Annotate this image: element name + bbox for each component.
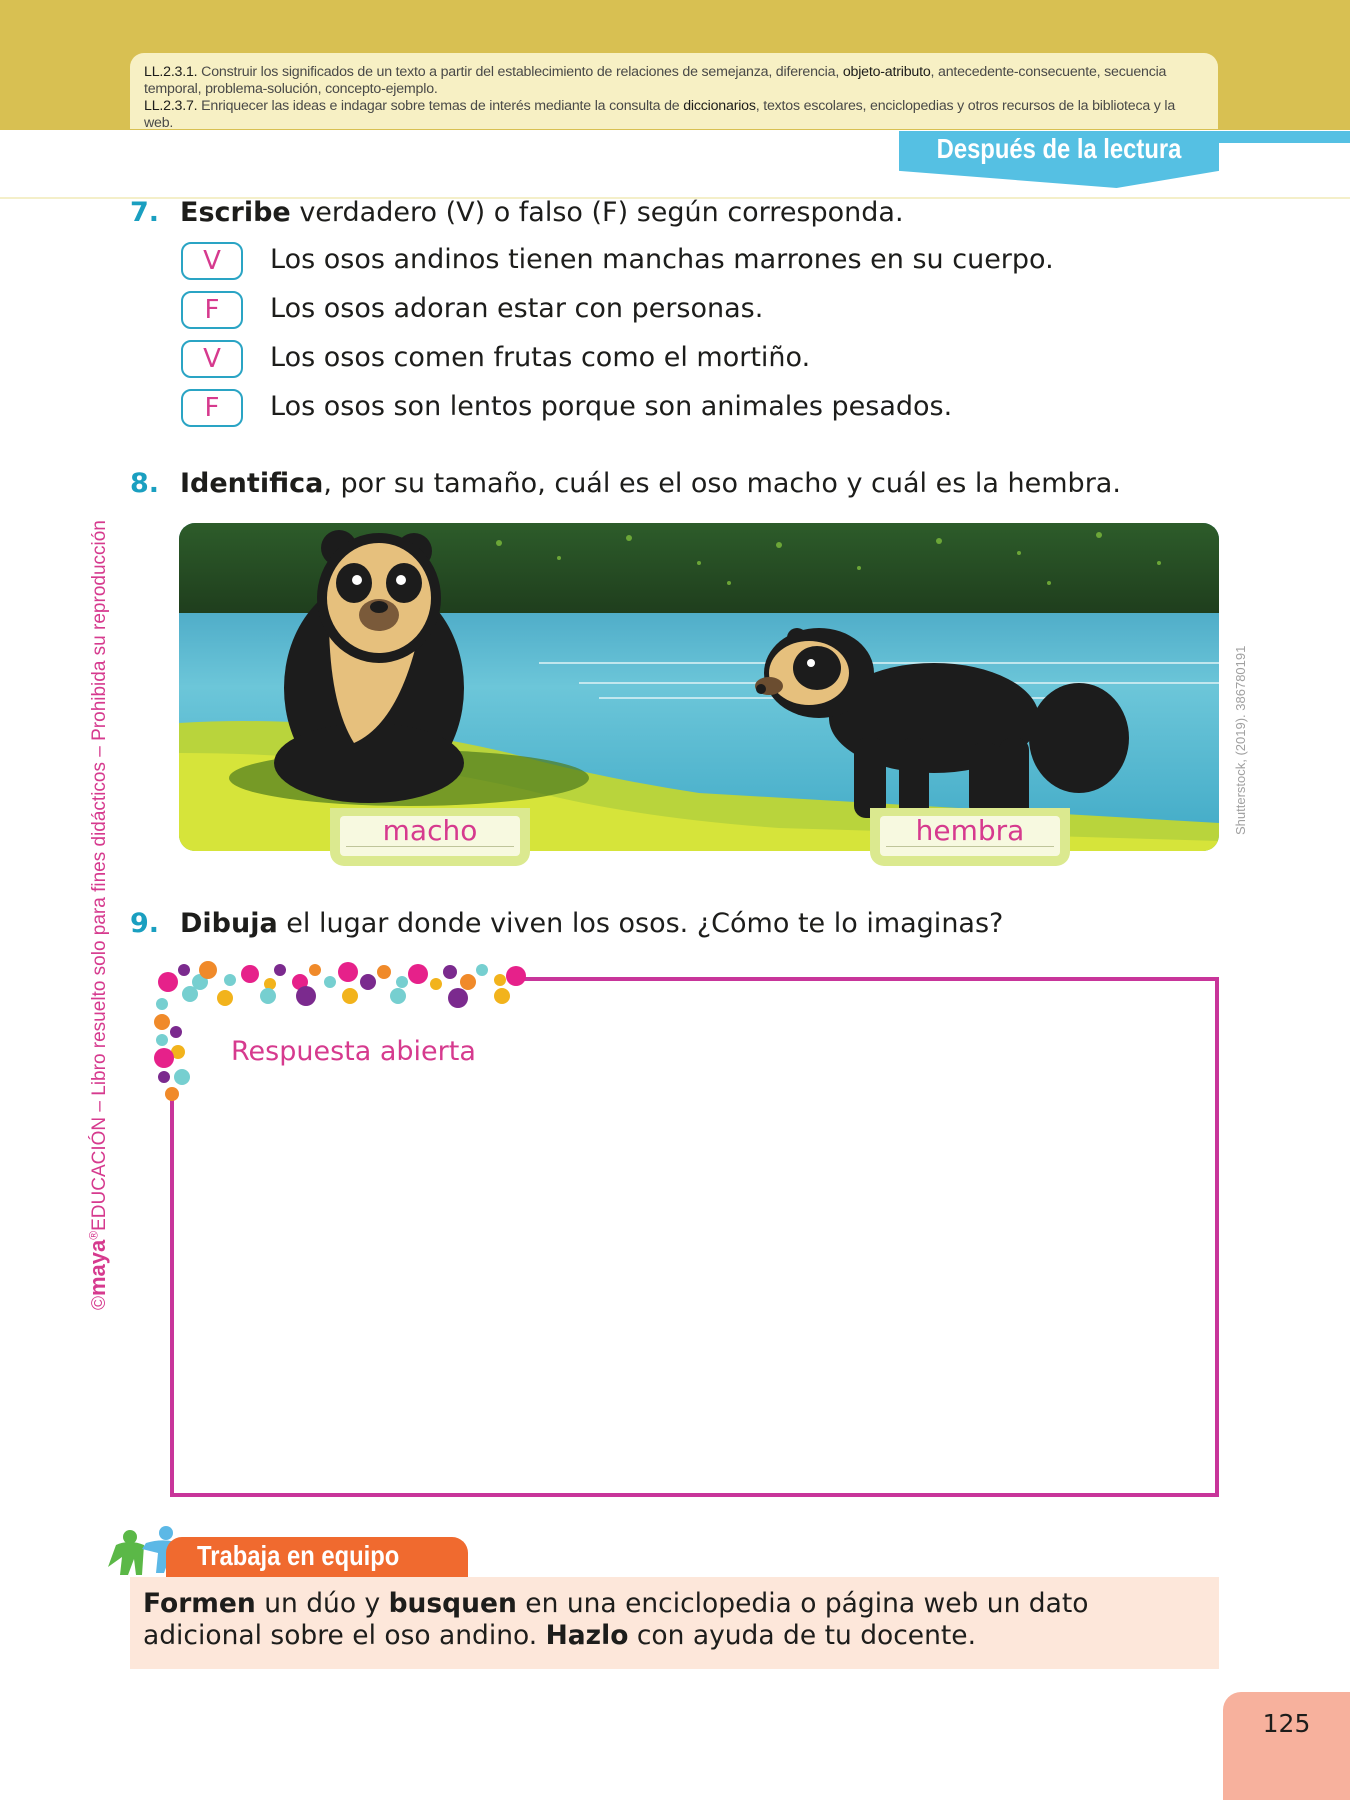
open-answer-text: Respuesta abierta [231,1036,476,1067]
question-text: Dibuja el lugar donde viven los osos. ¿Cómo te lo imaginas? [180,908,1004,939]
answer-box[interactable]: V [181,340,243,378]
team-title: Trabaja en equipo [197,1540,400,1571]
question-number: 7. [130,197,160,228]
skills-box [130,53,1218,129]
statement-text: Los osos comen frutas como el mortiño. [270,342,811,373]
answer-box[interactable]: F [181,291,243,329]
statement-text: Los osos andinos tienen manchas marrones en su cuerpo. [270,244,1054,275]
statement-text: Los osos adoran estar con personas. [270,293,764,324]
image-credit: Shutterstock, (2019). 386780191 [1233,645,1248,835]
question-text: Escribe verdadero (V) o falso (F) según corresponda. [180,197,904,228]
copyright-sidebar: ©maya®EDUCACIÓN – Libro resuelto solo para fines didácticos – Prohibida su reproducción [85,520,110,1310]
skill-2: LL.2.3.7. Enriquecer las ideas e indagar sobre temas de interés mediante la consulta de diccionarios, textos escolares, enciclopedias y otros recursos de la biblioteca y la web. [144,98,1176,131]
label-hembra[interactable]: hembra [915,814,1025,847]
bears-scene [179,523,1219,851]
team-instructions: Formen un dúo y busquen en una enciclopedia o página web un dato adicional sobre el oso andino. Hazlo con ayuda de tu docente. [143,1588,1089,1651]
brand-logo: maya [85,1239,110,1296]
section-tab-edge [1219,131,1350,143]
answer-box[interactable]: V [181,242,243,280]
answer-box[interactable]: F [181,389,243,427]
question-text: Identifica, por su tamaño, cuál es el oso macho y cuál es la hembra. [180,468,1121,499]
bears-illustration [179,523,1219,851]
skill-1: LL.2.3.1. Construir los significados de un texto a partir del establecimiento de relaciones de semejanza, diferencia, objeto-atributo, antecedente-consecuente, secuencia temporal, problema-solución, concepto-ejemplo. [144,64,1167,97]
label-tag-left [330,808,530,866]
label-macho[interactable]: macho [382,814,478,847]
statement-text: Los osos son lentos porque son animales pesados. [270,391,953,422]
page-number: 125 [1262,1709,1311,1738]
dots-decoration [150,960,570,1110]
question-number: 8. [130,468,160,499]
label-tag-right [870,808,1070,866]
question-number: 9. [130,908,160,939]
section-label: Después de la lectura [936,133,1182,164]
